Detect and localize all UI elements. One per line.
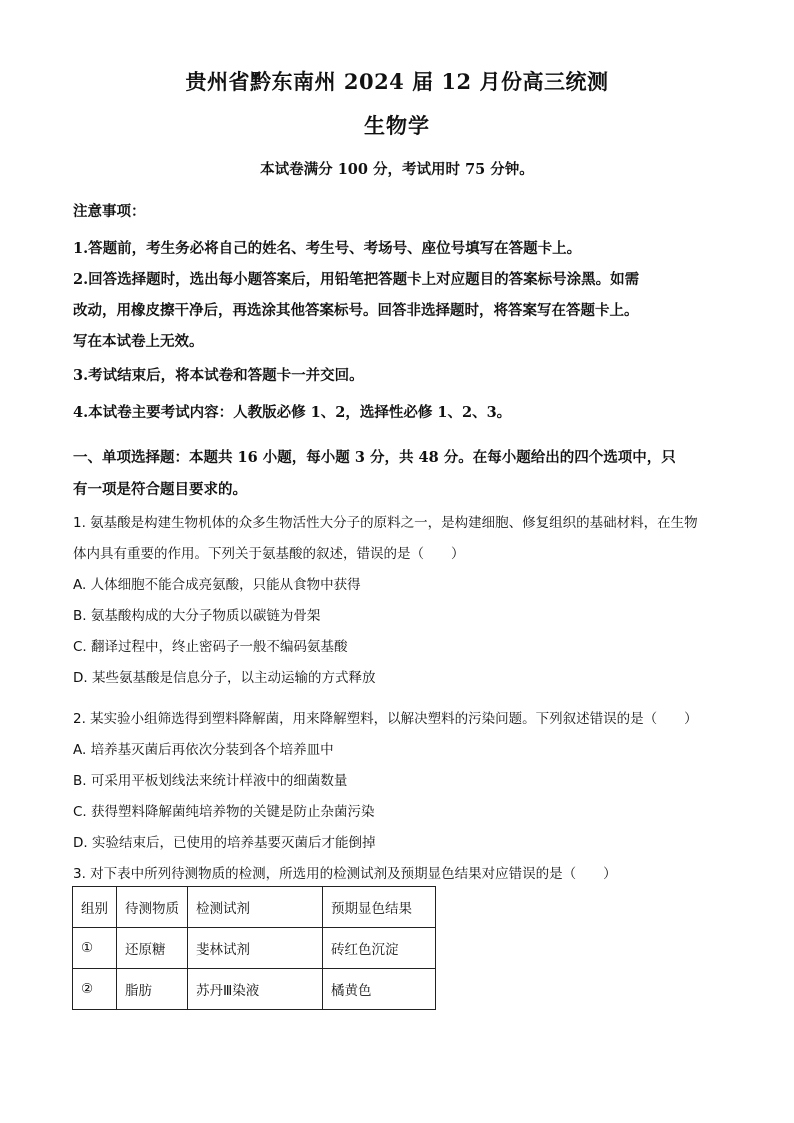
table-header-cell: 检测试剂 bbox=[188, 887, 323, 928]
notes-heading: 注意事项： bbox=[73, 203, 146, 220]
table-cell: 苏丹Ⅲ染液 bbox=[188, 969, 323, 1010]
table-header-cell: 组别 bbox=[73, 887, 117, 928]
section-1-line-1: 一、单项选择题：本题共 16 小题，每小题 3 分，共 48 分。在每小题给出的四个选项中，只 bbox=[73, 449, 676, 466]
table-cell: ② bbox=[73, 969, 117, 1010]
exam-info: 本试卷满分 100 分，考试用时 75 分钟。 bbox=[260, 161, 534, 178]
table-header-cell: 待测物质 bbox=[117, 887, 188, 928]
q2-option-b: B. 可采用平板划线法来统计样液中的细菌数量 bbox=[73, 773, 348, 789]
table-row bbox=[73, 969, 436, 1010]
table-row bbox=[73, 928, 436, 969]
q1-option-d: D. 某些氨基酸是信息分子，以主动运输的方式释放 bbox=[73, 670, 376, 686]
note-4: 4.本试卷主要考试内容：人教版必修 1、2，选择性必修 1、2、3。 bbox=[73, 404, 512, 421]
note-2-line-3: 写在本试卷上无效。 bbox=[73, 333, 204, 350]
table-cell: 砖红色沉淀 bbox=[323, 928, 436, 969]
table-cell: 还原糖 bbox=[117, 928, 188, 969]
q2-option-a: A. 培养基灭菌后再依次分装到各个培养皿中 bbox=[73, 742, 334, 758]
q2-option-c: C. 获得塑料降解菌纯培养物的关键是防止杂菌污染 bbox=[73, 804, 375, 820]
table-cell: 脂肪 bbox=[117, 969, 188, 1010]
q2-stem: 2. 某实验小组筛选得到塑料降解菌，用来降解塑料，以解决塑料的污染问题。下列叙述错误的是（ ） bbox=[73, 711, 698, 727]
q1-option-a: A. 人体细胞不能合成亮氨酸，只能从食物中获得 bbox=[73, 577, 361, 593]
q1-option-c: C. 翻译过程中，终止密码子一般不编码氨基酸 bbox=[73, 639, 348, 655]
note-3: 3.考试结束后，将本试卷和答题卡一并交回。 bbox=[73, 367, 364, 384]
q1-option-b: B. 氨基酸构成的大分子物质以碳链为骨架 bbox=[73, 608, 321, 624]
table-cell: 斐林试剂 bbox=[188, 928, 323, 969]
note-2-line-1: 2.回答选择题时，选出每小题答案后，用铅笔把答题卡上对应题目的答案标号涂黑。如需 bbox=[73, 271, 640, 288]
q1-stem-line-2: 体内具有重要的作用。下列关于氨基酸的叙述，错误的是（ ） bbox=[73, 546, 465, 562]
table-header-row bbox=[73, 887, 436, 928]
q3-table bbox=[72, 886, 436, 1010]
exam-title: 贵州省黔东南州 2024 届 12 月份高三统测 bbox=[185, 69, 609, 94]
q1-stem-line-1: 1. 氨基酸是构建生物机体的众多生物活性大分子的原料之一，是构建细胞、修复组织的基础材料，在生物 bbox=[73, 515, 698, 531]
note-2-line-2: 改动，用橡皮擦干净后，再选涂其他答案标号。回答非选择题时，将答案写在答题卡上。 bbox=[73, 302, 639, 319]
table-cell: ① bbox=[73, 928, 117, 969]
q3-stem: 3. 对下表中所列待测物质的检测，所选用的检测试剂及预期显色结果对应错误的是（ ） bbox=[73, 866, 617, 882]
table-cell: 橘黄色 bbox=[323, 969, 436, 1010]
table-header-cell: 预期显色结果 bbox=[323, 887, 436, 928]
section-1-line-2: 有一项是符合题目要求的。 bbox=[73, 481, 247, 498]
subject-title: 生物学 bbox=[364, 113, 430, 138]
q2-option-d: D. 实验结束后，已使用的培养基要灭菌后才能倒掉 bbox=[73, 835, 376, 851]
note-1: 1.答题前，考生务必将自己的姓名、考生号、考场号、座位号填写在答题卡上。 bbox=[73, 240, 582, 257]
